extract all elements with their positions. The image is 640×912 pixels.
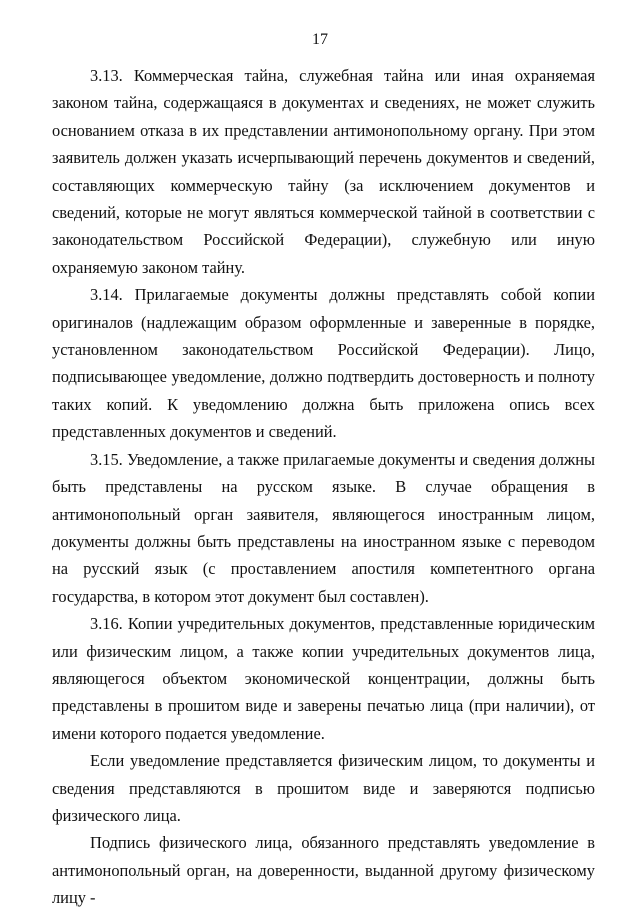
paragraph-3-15: 3.15. Уведомление, а также прилагаемые документы и сведения должны быть представлены на русском языке. В случае обращения в антимонопольный орган заявителя, являющегося иностранным лицом, документы должны быть представлены на иностранном языке с переводом на русский язык (с проставлением апостиля компетентного органа государства, в котором этот документ был составлен). [52,449,595,606]
paragraph-individual-documents: Если уведомление представляется физическим лицом, то документы и сведения представляются в прошитом виде и заверяются подписью физического лица. [52,751,595,825]
paragraph-3-13: 3.13. Коммерческая тайна, служебная тайна или иная охраняемая законом тайна, содержащаяся в документах и сведениях, не может служить основанием отказа в их представлении антимонопольному органу. При этом заявитель должен указать исчерпывающий перечень документов и сведений, составляющих коммерческую тайну (за исключением документов и сведений, которые не могут являться коммерческой тайной в соответствии с законодательством Российской Федерации), служебную или иную охраняемую законом тайну. [52,66,595,277]
paragraph-individual-signature: Подпись физического лица, обязанного представлять уведомление в антимонопольный орган, на доверенности, выданной другому физическому лицу - [52,833,595,908]
paragraph-3-14: 3.14. Прилагаемые документы должны представлять собой копии оригиналов (надлежащим образом оформленные и заверенные в порядке, установленном законодательством Российской Федерации). Лицо, подписывающее уведомление, должно подтвердить достоверность и полноту таких копий. К уведомлению должна быть приложена опись всех представленных документов и сведений. [52,285,595,442]
document-body [52,62,595,912]
page-number: 17 [312,31,328,48]
paragraph-3-16: 3.16. Копии учредительных документов, представленные юридическим или физическим лицом, а также копии учредительных документов лица, являющегося объектом экономической концентрации, должны быть представлены в прошитом виде и заверены печатью лица (при наличии), от имени которого подается уведомление. [52,614,595,743]
